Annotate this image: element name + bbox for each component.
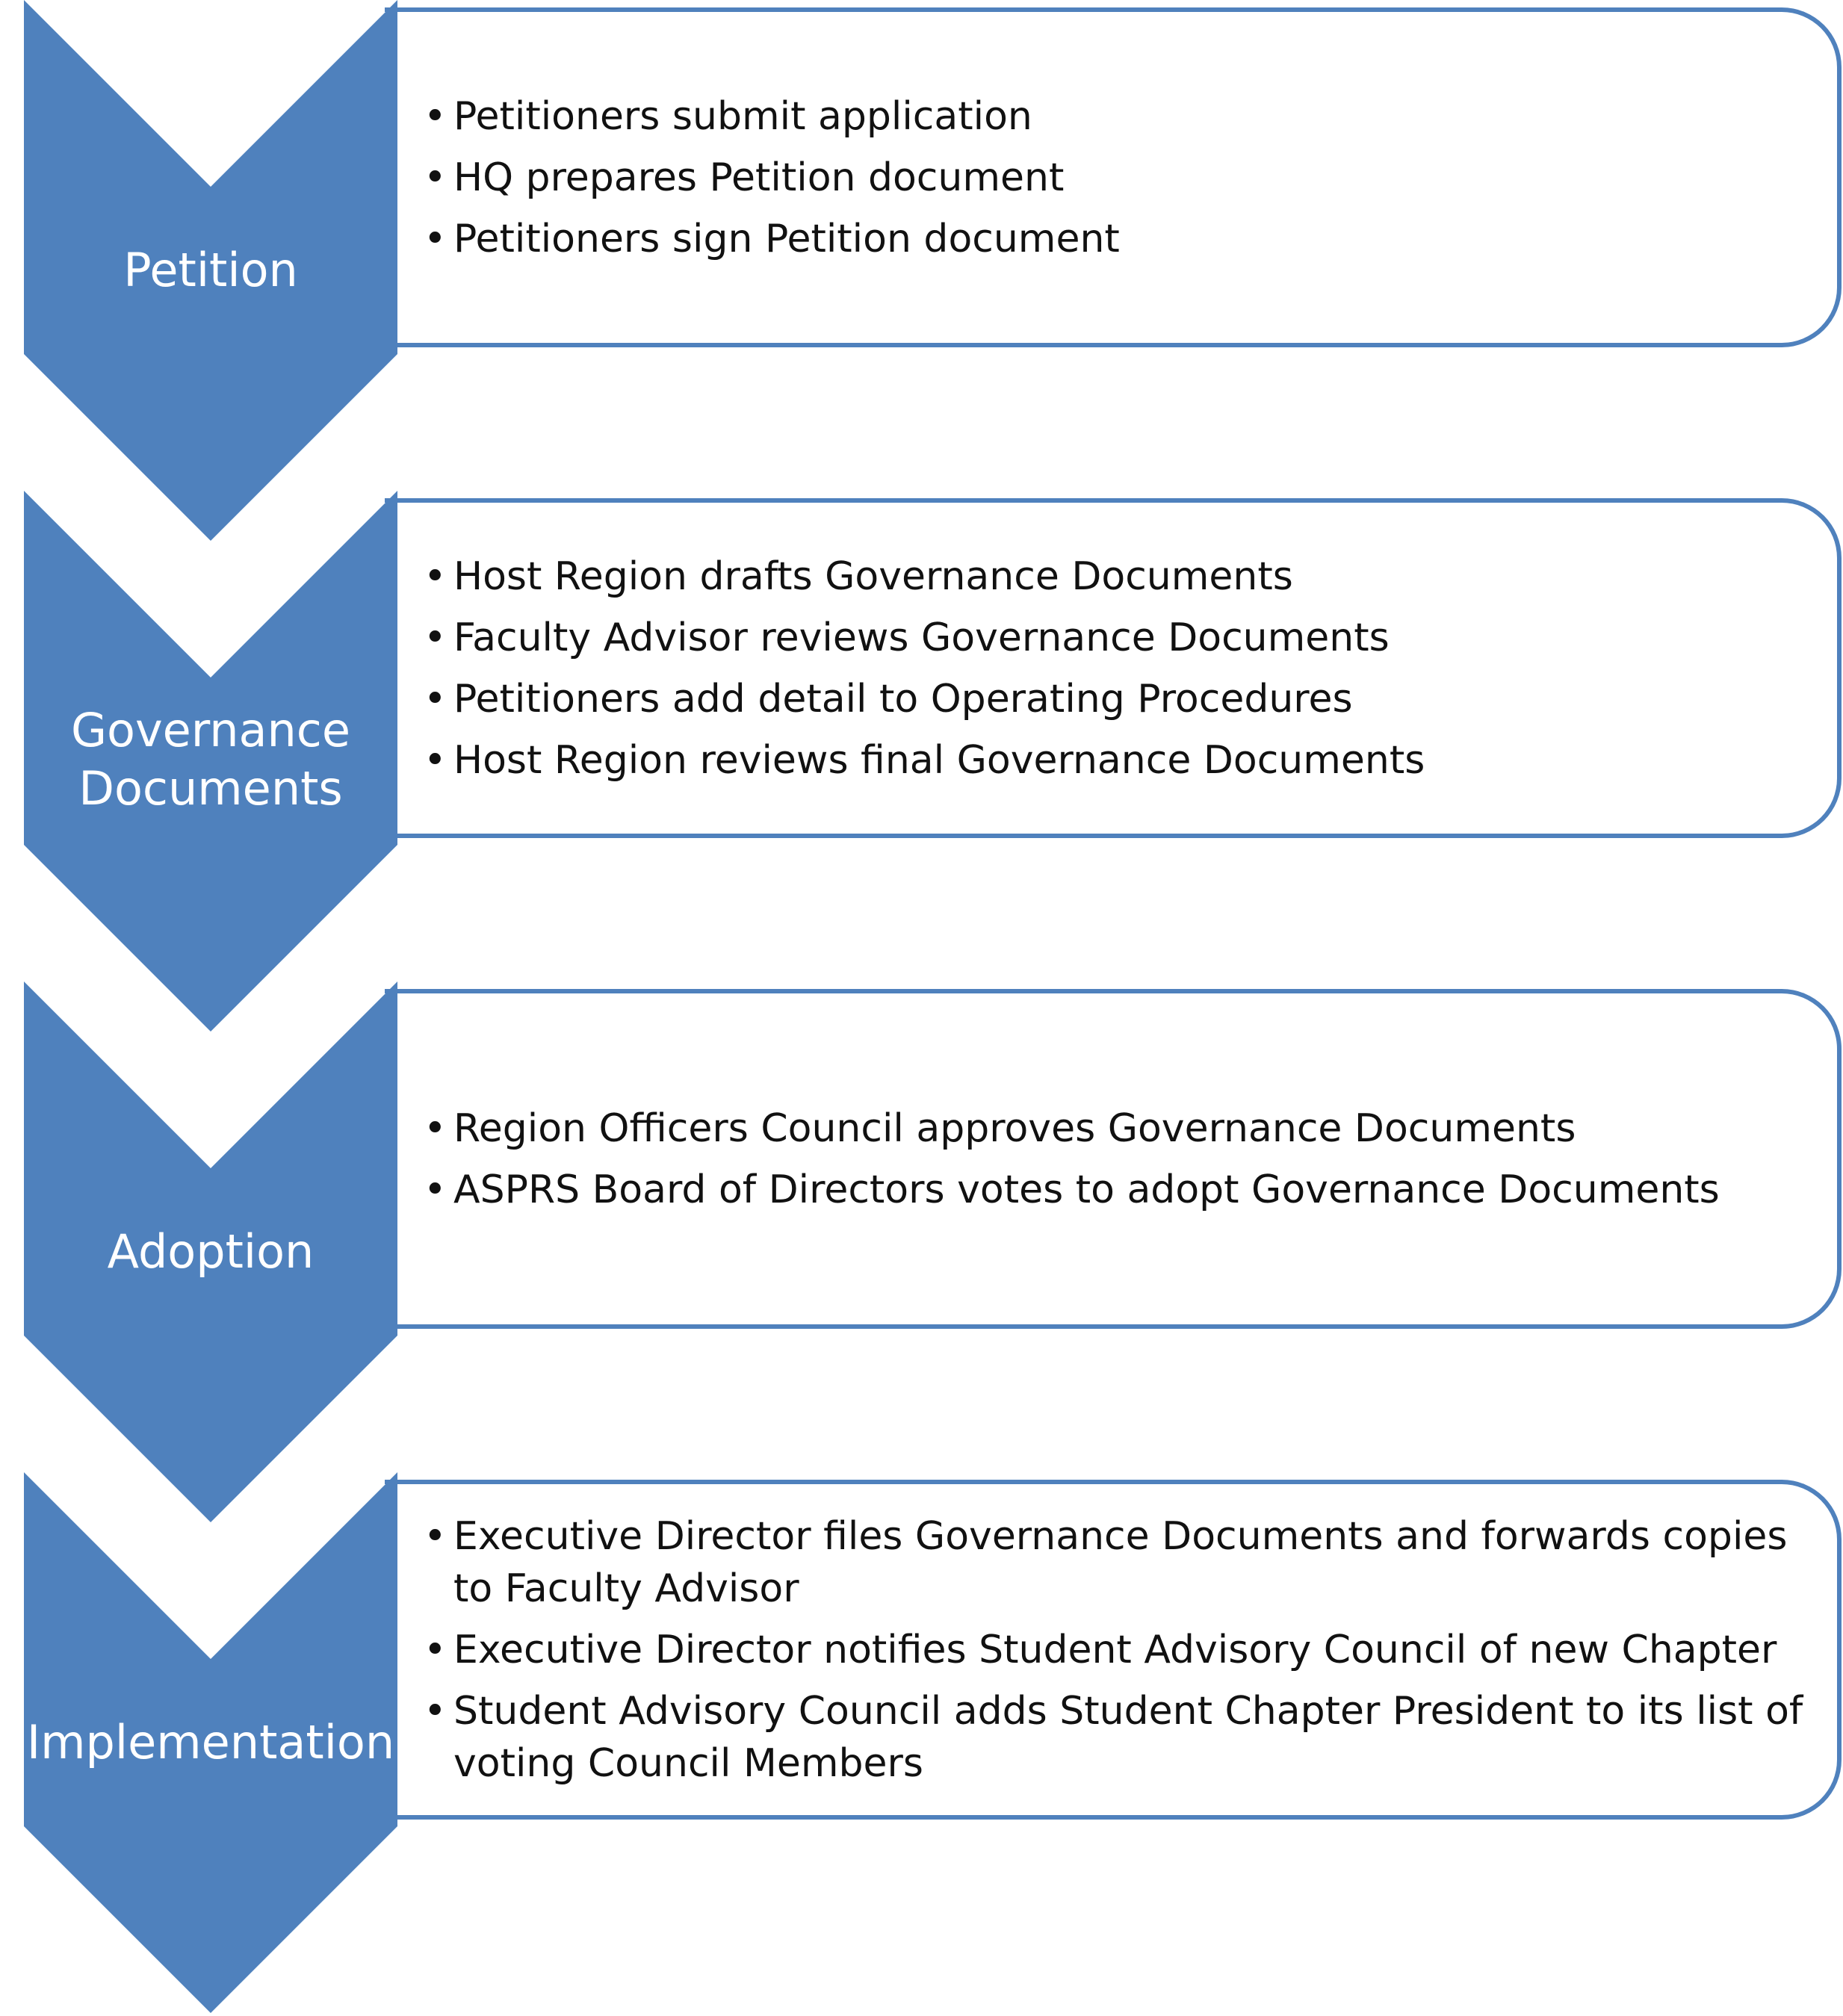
step-2-bullet-2: • Faculty Advisor reviews Governance Documents (424, 612, 1807, 664)
step-2-label: Governance Documents (70, 703, 351, 816)
step-2-bullet-1: • Host Region drafts Governance Documents (424, 550, 1807, 603)
step-3-label: Adoption (107, 1224, 315, 1279)
step-1-bullet-2: • HQ prepares Petition document (424, 152, 1807, 204)
step-4-chevron (24, 1472, 397, 2013)
step-1-panel (385, 7, 1842, 347)
step-4-bullet-1: • Executive Director files Governance Documents and forwards copies to Faculty Advisor (424, 1510, 1807, 1615)
step-2-bullet-list (424, 542, 1807, 795)
step-4-label: Implementation (26, 1715, 395, 1770)
step-3-panel (385, 989, 1842, 1329)
step-4-bullet-list (424, 1501, 1807, 1799)
step-1-bullet-list (424, 81, 1807, 274)
step-1-label: Petition (123, 243, 298, 297)
step-1-chevron (24, 0, 397, 541)
step-1-bullet-3: • Petitioners sign Petition document (424, 213, 1807, 265)
step-3-bullet-1: • Region Officers Council approves Governance Documents (424, 1102, 1807, 1155)
step-2-panel (385, 498, 1842, 838)
step-1-bullet-1: • Petitioners submit application (424, 90, 1807, 143)
step-2-chevron (24, 491, 397, 1032)
step-2-bullet-3: • Petitioners add detail to Operating Procedures (424, 673, 1807, 725)
step-2-bullet-4: • Host Region reviews final Governance Documents (424, 734, 1807, 787)
step-3-chevron (24, 981, 397, 1522)
step-4-panel (385, 1480, 1842, 1820)
step-4-bullet-2: • Executive Director notifies Student Advisory Council of new Chapter (424, 1624, 1807, 1676)
step-4-bullet-3: • Student Advisory Council adds Student Chapter President to its list of voting Council Members (424, 1685, 1807, 1790)
step-3-bullet-list (424, 1094, 1807, 1225)
step-3-bullet-2: • ASPRS Board of Directors votes to adopt Governance Documents (424, 1164, 1807, 1216)
